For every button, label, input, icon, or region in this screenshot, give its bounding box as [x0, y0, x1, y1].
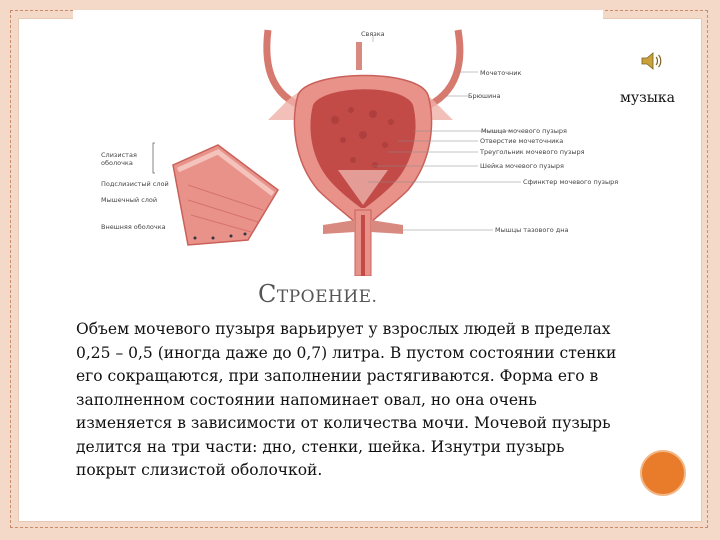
pelvic-floor-right: [371, 220, 403, 234]
bladder-illustration: [73, 10, 619, 276]
label-muscle-layer: Мышечный слой: [101, 196, 158, 204]
label-mucosa: Слизистая оболочка: [101, 151, 137, 167]
urethra-lumen: [361, 215, 365, 276]
speaker-icon[interactable]: [640, 50, 664, 72]
layer-bracket: [153, 143, 155, 173]
title-rest: ТРОЕНИЕ.: [276, 287, 378, 307]
orange-circle-button[interactable]: [640, 450, 686, 496]
label-bladder-neck: Шейка мочевого пузыря: [480, 162, 564, 170]
label-peritoneum: Брюшина: [468, 92, 501, 100]
music-label: музыка: [620, 90, 676, 106]
title-first-letter: С: [258, 280, 277, 308]
label-pelvic-floor: Мышцы тазового дна: [495, 226, 569, 234]
label-ureter: Мочеточник: [480, 69, 522, 77]
ligament: [356, 42, 362, 70]
pelvic-floor-left: [323, 220, 355, 234]
label-ligament: Связка: [361, 30, 385, 38]
label-outer-membrane: Внешняя оболочка: [101, 223, 166, 231]
label-sphincter: Сфинктер мочевого пузыря: [523, 178, 619, 186]
label-bladder-muscle: Мышца мочевого пузыря: [481, 127, 567, 135]
label-submucosa: Подслизистый слой: [101, 180, 169, 188]
slide-title: [258, 280, 377, 308]
label-trigone: Треугольник мочевого пузыря: [480, 148, 585, 156]
body-paragraph: Объем мочевого пузыря варьирует у взрослых людей в пределах 0,25 – 0,5 (иногда даже до 0,7) литра. В пустом состоянии стенки его сокращаются, при заполнении растягиваются. Форма его в заполненном состоянии напоминает овал, но она очень изменяется в зависимости от количества мочи. Мочевой пузырь делится на три части: дно, стенки, шейка. Изнутри пузырь покрыт слизистой оболочкой.: [76, 320, 617, 479]
label-ureter-opening: Отверстие мочеточника: [480, 137, 564, 145]
